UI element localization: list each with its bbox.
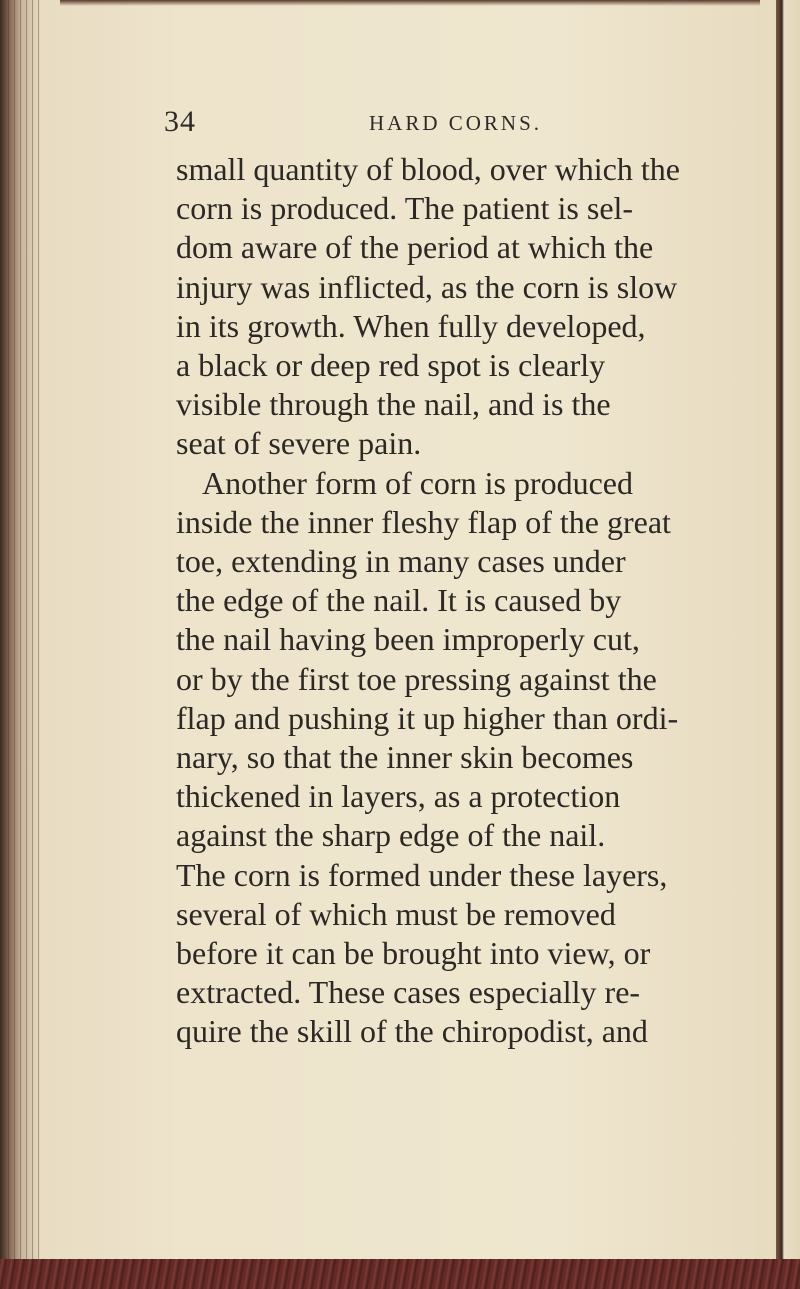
- facing-page-edge: [776, 0, 800, 1289]
- text-line: dom aware of the period at which the: [176, 229, 654, 266]
- text-line: extracted. These cases especially re-: [176, 974, 641, 1011]
- text-line: visible through the nail, and is the: [176, 386, 611, 423]
- text-line: Another form of corn is produced: [202, 464, 633, 501]
- text-line: flap and pushing it up higher than ordi-: [176, 699, 679, 736]
- text-line: or by the first toe pressing against the: [176, 660, 657, 697]
- running-head: HARD CORNS.: [369, 111, 543, 135]
- text-line: a black or deep red spot is clearly: [176, 347, 606, 384]
- text-line: The corn is formed under these layers,: [176, 856, 668, 893]
- text-line: several of which must be removed: [176, 895, 616, 932]
- text-line: seat of severe pain.: [176, 425, 422, 462]
- text-line: the nail having been improperly cut,: [176, 621, 640, 658]
- page-number: 34: [164, 105, 196, 138]
- text-line: the edge of the nail. It is caused by: [176, 582, 622, 619]
- text-line: against the sharp edge of the nail.: [176, 817, 606, 854]
- text-line: quire the skill of the chiropodist, and: [176, 1013, 648, 1050]
- bottom-binding-edge: [0, 1259, 800, 1289]
- body-text: [176, 150, 772, 1052]
- text-line: corn is produced. The patient is sel-: [176, 190, 634, 227]
- text-line: injury was inflicted, as the corn is slow: [176, 268, 678, 305]
- text-line: small quantity of blood, over which the: [176, 151, 680, 187]
- text-line: toe, extending in many cases under: [176, 543, 626, 580]
- text-line: in its growth. When fully developed,: [176, 307, 646, 344]
- top-edge-shadow: [60, 0, 760, 6]
- text-line: nary, so that the inner skin becomes: [176, 739, 634, 776]
- text-line: thickened in layers, as a protection: [176, 778, 621, 815]
- text-line: inside the inner fleshy flap of the great: [176, 503, 671, 540]
- text-line: before it can be brought into view, or: [176, 935, 651, 972]
